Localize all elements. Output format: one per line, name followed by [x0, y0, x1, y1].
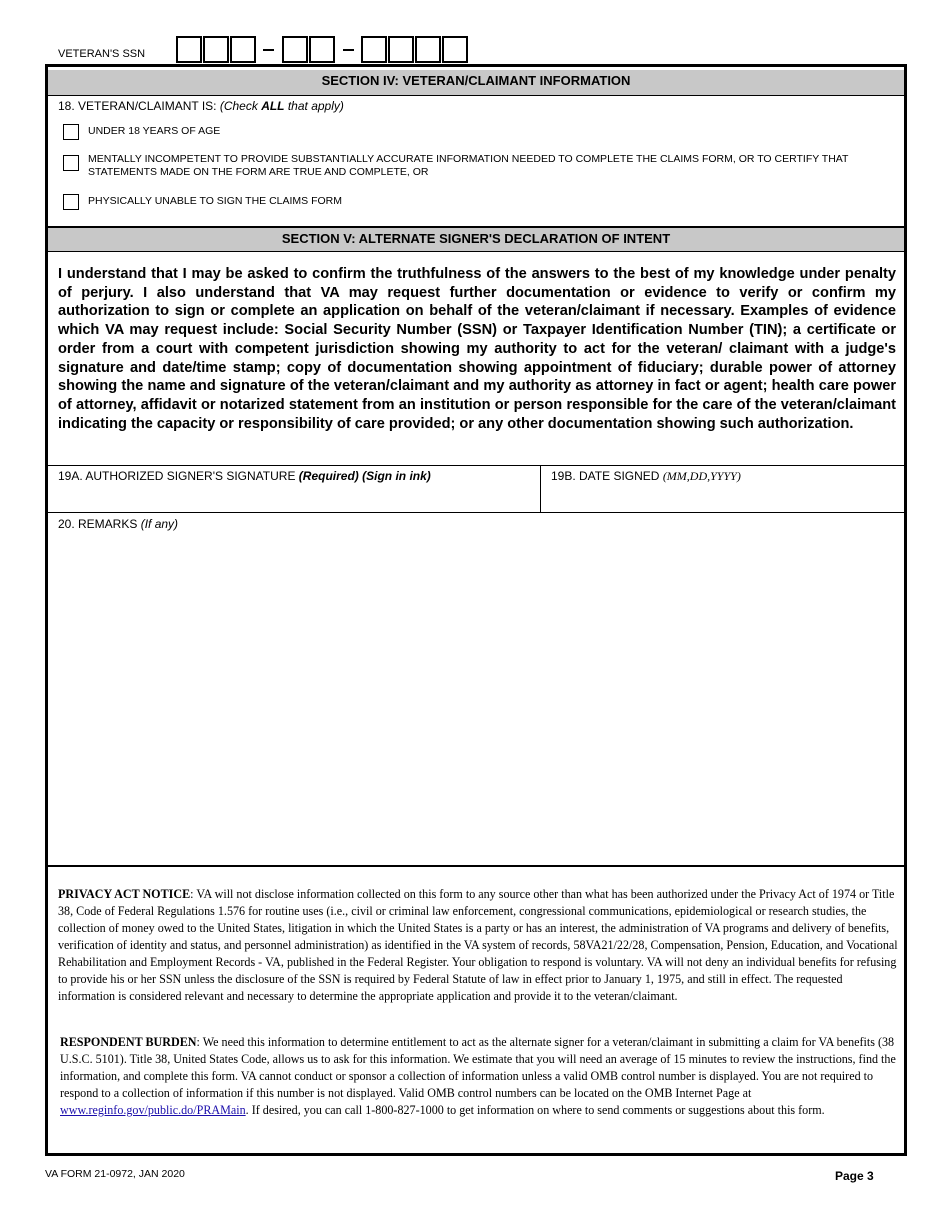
ssn-digit-box[interactable]	[388, 36, 414, 63]
divider	[48, 465, 904, 466]
ssn-digit-box[interactable]	[230, 36, 256, 63]
remarks-field[interactable]	[48, 535, 904, 865]
item-18-text: 18. VETERAN/CLAIMANT IS:	[58, 99, 217, 113]
item-18-hint-bold: ALL	[261, 99, 285, 113]
privacy-act-title: PRIVACY ACT NOTICE	[58, 887, 191, 901]
ssn-label: VETERAN'S SSN	[58, 48, 146, 60]
pra-main-link[interactable]: www.reginfo.gov/public.do/PRAMain	[60, 1103, 246, 1117]
privacy-act-notice	[58, 886, 898, 1005]
respondent-burden	[60, 1034, 898, 1119]
option-physically-unable-label: PHYSICALLY UNABLE TO SIGN THE CLAIMS FORM	[88, 195, 343, 207]
item-18-hint: (Check	[219, 99, 262, 113]
checkbox-physically-unable[interactable]	[63, 194, 79, 210]
item-18-hint-end: that apply)	[284, 99, 344, 113]
ssn-dash	[343, 49, 354, 51]
field-19b-hint: (MM,DD,YYYY)	[662, 469, 741, 483]
item-18-label	[58, 99, 344, 113]
checkbox-under-18[interactable]	[63, 124, 79, 140]
field-19a-hint: (Required) (Sign in ink)	[298, 469, 431, 483]
section-5-header: SECTION V: ALTERNATE SIGNER'S DECLARATION OF INTENT	[48, 226, 904, 252]
ssn-digit-box[interactable]	[361, 36, 387, 63]
page-number: Page 3	[835, 1169, 874, 1183]
signature-field[interactable]	[48, 487, 540, 512]
ssn-digit-box[interactable]	[176, 36, 202, 63]
date-signed-field[interactable]	[541, 487, 904, 512]
option-under-18-label: UNDER 18 YEARS OF AGE	[88, 125, 221, 137]
form-id: VA FORM 21-0972, JAN 2020	[45, 1168, 185, 1180]
field-19a-label	[58, 469, 431, 483]
section-4-header: SECTION IV: VETERAN/CLAIMANT INFORMATION	[48, 70, 904, 96]
field-20-label	[58, 517, 178, 531]
field-20-hint: (If any)	[140, 517, 179, 531]
field-19b-text: 19B. DATE SIGNED	[551, 469, 663, 483]
field-20-text: 20. REMARKS	[58, 517, 141, 531]
divider	[48, 865, 904, 867]
respondent-burden-title: RESPONDENT BURDEN	[60, 1035, 197, 1049]
checkbox-mentally-incompetent[interactable]	[63, 155, 79, 171]
ssn-digit-box[interactable]	[282, 36, 308, 63]
ssn-digit-box[interactable]	[442, 36, 468, 63]
field-19b-label	[551, 469, 741, 484]
divider	[48, 512, 904, 513]
declaration-text: I understand that I may be asked to confirm the truthfulness of the answers to the best of my knowledge under penalty of perjury. I also understand that VA may request further documentation or evidence to verify or confirm my authorization to sign or complete an application on behalf of the veteran/claimant if necessary. Examples of evidence which VA may request include: Social Security Number (SSN) or Taxpayer Identification Number (TIN); a certificate or order from a court with competent jurisdiction showing my authority to act for the veteran/ claimant with a judge's signature and date/time stamp; copy of documentation showing appointment of fiduciary; durable power of attorney showing the name and signature of the veteran/claimant and my authority as attorney in fact or agent; health care power of attorney, affidavit or notarized statement from an institution or person responsible for the care of the veteran/claimant indicating the capacity or responsibility of care provided; or any other documentation showing such authorization.	[58, 266, 896, 432]
respondent-burden-text-end: . If desired, you can call 1-800-827-1000 to get information on where to send comments or suggestions about this form.	[245, 1103, 825, 1117]
ssn-digit-box[interactable]	[309, 36, 335, 63]
privacy-act-text: : VA will not disclose information collected on this form to any source other than what has been authorized under the Privacy Act of 1974 or Title 38, Code of Federal Regulations 1.576 for routine uses (i.e., civil or criminal law enforcement, congressional communications, epidemiological or research studies, the collection of money owed to the United States, litigation in which the United States is a party or has an interest, the administration of VA programs and delivery of benefits, verification of identity and status, and personnel administration) as identified in the VA system of records, 58VA21/22/28, Compensation, Pension, Education, and Vocational Rehabilitation and Employment Records - VA, published in the Federal Register. Your obligation to respond is voluntary. VA will not deny an individual benefits for refusing to provide his or her SSN unless the disclosure of the SSN is required by Federal Statute of law in effect prior to January 1, 1975, and still in effect. The requested information is considered relevant and necessary to determine the appropriate application and provide it to the veteran/claimant.	[58, 887, 898, 1003]
option-mentally-incompetent-label: MENTALLY INCOMPETENT TO PROVIDE SUBSTANTIALLY ACCURATE INFORMATION NEEDED TO COMPLETE THE CLAIMS FORM, OR TO CERTIFY THAT STATEMENTS MADE ON THE FORM ARE TRUE AND COMPLETE, OR	[88, 153, 849, 178]
respondent-burden-text: : We need this information to determine entitlement to act as the alternate signer for a veteran/claimant in submitting a claim for VA benefits (38 U.S.C. 5101). Title 38, United States Code, allows us to ask for this information. We estimate that you will need an average of 15 minutes to review the instructions, find the information, and complete this form. VA cannot conduct or sponsor a collection of information unless a valid OMB control number is displayed. You are not required to respond to a collection of information if this number is not displayed. Valid OMB control numbers can be located on the OMB Internet Page at	[60, 1035, 896, 1100]
field-19a-text: 19A. AUTHORIZED SIGNER'S SIGNATURE	[58, 469, 299, 483]
form-body	[45, 64, 907, 1156]
ssn-digit-box[interactable]	[203, 36, 229, 63]
ssn-digit-box[interactable]	[415, 36, 441, 63]
ssn-dash	[263, 49, 274, 51]
